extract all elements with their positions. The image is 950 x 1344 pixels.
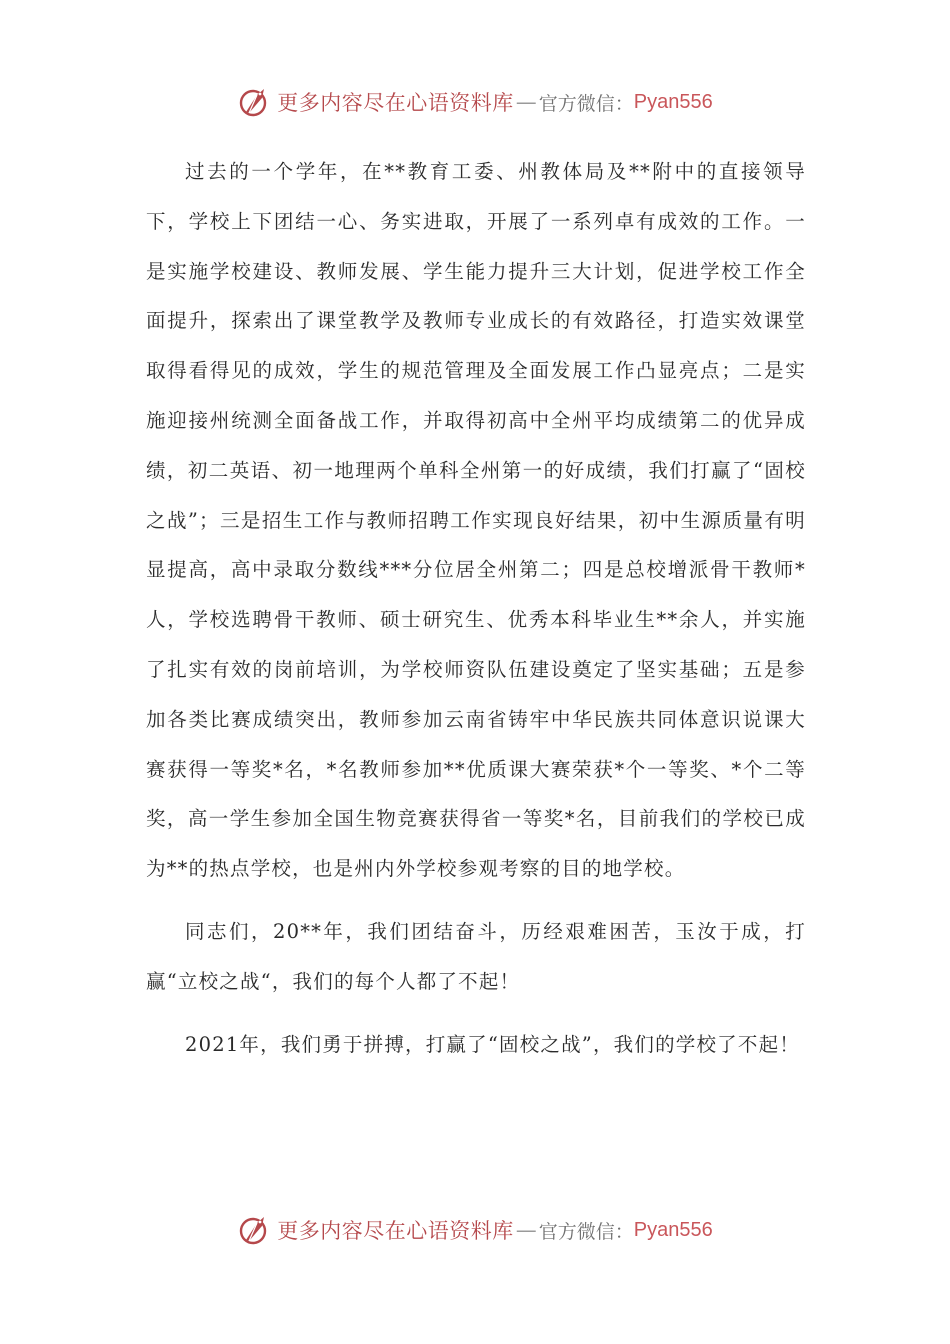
paragraph-2: 同志们，20**年，我们团结奋斗，历经艰难困苦，玉汝于成，打赢“立校之战“，我们的每个人都了不起！ [146,919,806,993]
banner-brand-text: 更多内容尽在心语资料库 [277,1219,514,1243]
pen-nib-logo-icon [237,1213,271,1247]
banner-wechat-id: Pyan556 [633,90,713,113]
header-banner [0,82,950,122]
paragraph-3: 2021年，我们勇于拼搏，打赢了“固校之战”，我们的学校了不起！ [185,1032,800,1056]
banner-wechat-label: 官方微信： [538,1220,634,1243]
banner-wechat-label: 官方微信： [538,92,634,115]
paragraph-1: 过去的一个学年，在**教育工委、州教体局及**附中的直接领导下，学校上下团结一心、务实进取，开展了一系列卓有成效的工作。一是实施学校建设、教师发展、学生能力提升三大计划，促进学校工作全面提升，探索出了课堂教学及教师专业成长的有效路径，打造实效课堂取得看得见的成效，学生的规范管理及全面发展工作凸显亮点；二是实施迎接州统测全面备战工作，并取得初高中全州平均成绩第二的优异成绩，初二英语、初一地理两个单科全州第一的好成绩，我们打赢了“固校之战”；三是招生工作与教师招聘工作实现良好结果，初中生源质量有明显提高，高中录取分数线***分位居全州第二；四是总校增派骨干教师*人，学校选聘骨干教师、硕士研究生、优秀本科毕业生**余人，并实施了扎实有效的岗前培训，为学校师资队伍建设奠定了坚实基础；五是参加各类比赛成绩突出，教师参加云南省铸牢中华民族共同体意识说课大赛获得一等奖*名，*名教师参加**优质课大赛荣获*个一等奖、*个二等奖，高一学生参加全国生物竞赛获得省一等奖*名，目前我们的学校已成为**的热点学校，也是州内外学校参观考察的目的地学校。 [146,160,806,881]
banner-brand-text: 更多内容尽在心语资料库 [277,91,514,115]
banner-dash: — [515,90,537,114]
pen-nib-logo-icon [237,85,271,119]
document-body [146,147,806,1069]
banner-dash: — [515,1218,537,1242]
banner-wechat-id: Pyan556 [633,1218,713,1241]
footer-banner [0,1210,950,1250]
